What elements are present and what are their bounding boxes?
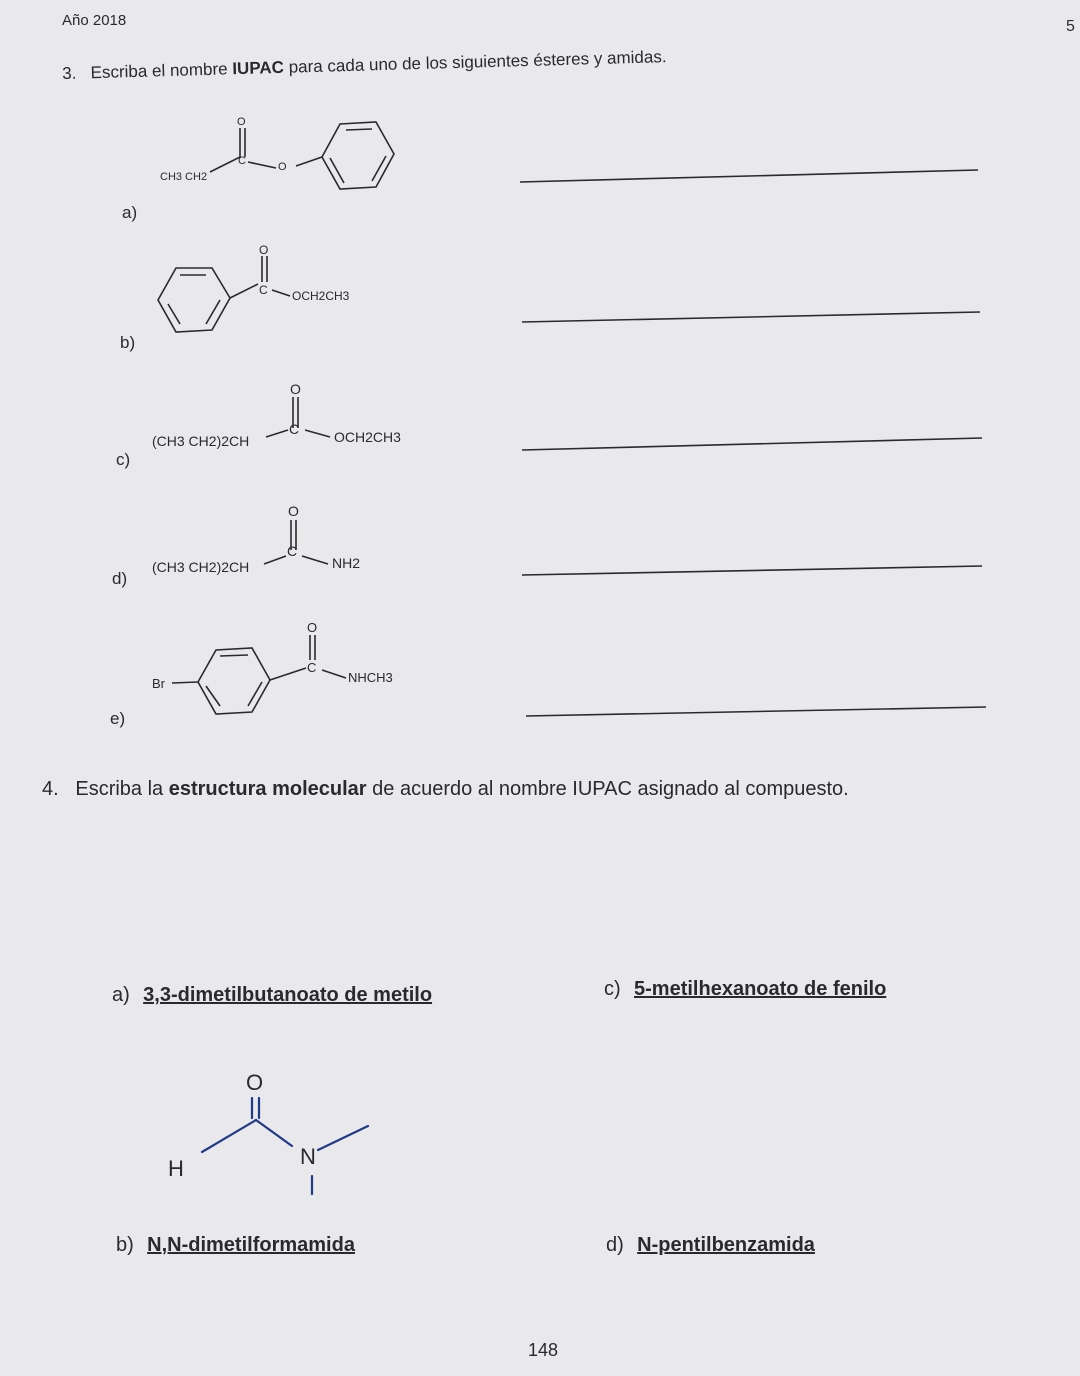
question-3-text-after: para cada uno de los siguientes ésteres y amidas.: [288, 47, 667, 77]
handwritten-hydrogen: H: [168, 1156, 184, 1181]
d-group-carbonyl-oxygen: O: [288, 503, 299, 519]
d-group-amine: NH2: [332, 555, 361, 571]
item-3b-label: b): [120, 333, 136, 352]
question-4-text-before: Escriba la: [75, 778, 164, 800]
question-4-heading: [42, 778, 849, 801]
page-number: 148: [528, 1340, 559, 1360]
page-edge-mark: 5: [1066, 18, 1075, 35]
d-group-carbon: C: [287, 543, 298, 559]
item-4b: [116, 1234, 355, 1257]
item-4c: [604, 978, 886, 1001]
question-3-number: 3.: [62, 63, 77, 83]
item-3a-label: a): [122, 203, 138, 222]
question-4-bold: estructura molecular: [168, 778, 367, 800]
item-4c-name: 5-metilhexanoato de fenilo: [634, 978, 887, 1000]
e-group-carbon: C: [307, 660, 317, 675]
item-4b-name: N,N-dimetilformamida: [147, 1234, 355, 1256]
item-4a-label: a): [112, 984, 130, 1006]
year-header: Año 2018: [62, 12, 127, 29]
item-4a-name: 3,3-dimetilbutanoato de metilo: [143, 984, 433, 1006]
item-4d: [606, 1234, 815, 1257]
e-group-bromine: Br: [152, 676, 165, 691]
item-3c-label: c): [116, 450, 131, 469]
b-group-carbon: C: [259, 283, 268, 297]
a-group-ester-oxygen: O: [278, 161, 287, 173]
question-3-bold: IUPAC: [232, 57, 285, 79]
a-group-carbon: C: [238, 155, 246, 167]
item-3d-label: d): [112, 569, 128, 588]
c-group-carbon: C: [289, 421, 300, 437]
handwritten-structure: [150, 1060, 390, 1200]
e-group-methylamine: NHCH3: [348, 670, 393, 685]
handwritten-oxygen: O: [246, 1070, 264, 1095]
c-group-ethoxy: OCH2CH3: [334, 429, 401, 445]
item-4b-label: b): [116, 1234, 134, 1256]
b-group-carbonyl-oxygen: O: [259, 243, 269, 257]
d-group-alkyl: (CH3 CH2)2CH: [152, 559, 250, 575]
handwritten-nitrogen: N: [300, 1144, 316, 1169]
item-4d-label: d): [606, 1234, 624, 1256]
c-group-carbonyl-oxygen: O: [290, 381, 301, 397]
item-4d-name: N-pentilbenzamida: [637, 1234, 815, 1256]
question-3-text-before: Escriba el nombre: [90, 59, 228, 83]
b-group-ethoxy: OCH2CH3: [292, 289, 350, 303]
item-4a: [112, 984, 432, 1007]
a-group-ethyl: CH3 CH2: [160, 171, 208, 183]
e-group-carbonyl-oxygen: O: [307, 620, 318, 635]
question-4-number: 4.: [42, 778, 59, 800]
a-group-carbonyl-oxygen: O: [237, 116, 246, 128]
item-4c-label: c): [604, 978, 621, 1000]
question-4-text-after: de acuerdo al nombre IUPAC asignado al compuesto.: [372, 778, 849, 800]
item-3e-label: e): [110, 709, 126, 728]
c-group-alkyl: (CH3 CH2)2CH: [152, 433, 250, 449]
